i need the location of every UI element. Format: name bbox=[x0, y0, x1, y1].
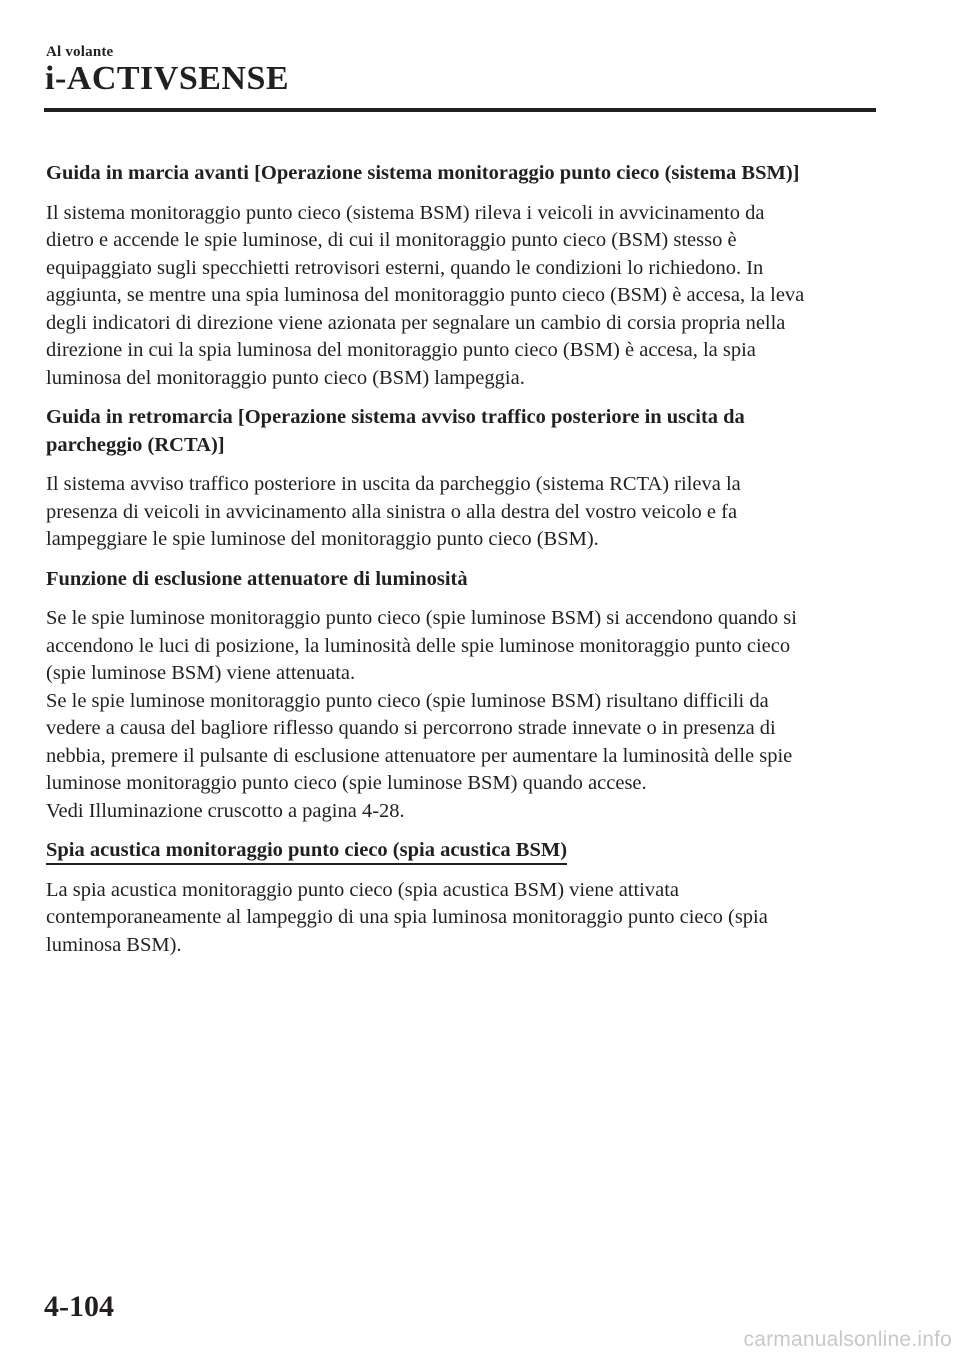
watermark: carmanualsonline.info bbox=[743, 1328, 952, 1351]
text-line: vedere a causa del bagliore riflesso quando si percorrono strade innevate o in presenza di bbox=[46, 717, 776, 739]
text-line: dietro e accende le spie luminose, di cui il monitoraggio punto cieco (BSM) stesso è bbox=[46, 229, 737, 251]
text-line: aggiunta, se mentre una spia luminosa del monitoraggio punto cieco (BSM) è accesa, la leva bbox=[46, 284, 805, 306]
paragraph-rcta-operation bbox=[46, 471, 878, 554]
text-line: presenza di veicoli in avvicinamento alla sinistra o alla destra del vostro veicolo e fa bbox=[46, 500, 738, 523]
text-line: contemporaneamente al lampeggio di una spia luminosa monitoraggio punto cieco (spia bbox=[46, 906, 768, 928]
heading-dimmer-cancel: Funzione di esclusione attenuatore di luminosità bbox=[46, 567, 468, 590]
text-line: luminose monitoraggio punto cieco (spie luminose BSM) quando accese. bbox=[46, 772, 647, 794]
text-line: (spie luminose BSM) viene attenuata. bbox=[46, 662, 356, 684]
text-line: Il sistema monitoraggio punto cieco (sistema BSM) rileva i veicoli in avvicinamento da bbox=[46, 201, 765, 224]
heading-forward-driving: Guida in marcia avanti [Operazione sistema monitoraggio punto cieco (sistema BSM)] bbox=[46, 162, 800, 184]
text-line: Se le spie luminose monitoraggio punto cieco (spie luminose BSM) si accendono quando si bbox=[46, 607, 797, 629]
paragraph-dimmer-cancel bbox=[46, 605, 878, 825]
heading-text: Spia acustica monitoraggio punto cieco (spia acustica BSM) bbox=[46, 839, 567, 865]
text-line: direzione in cui la spia luminosa del monitoraggio punto cieco (BSM) è accesa, la spia bbox=[46, 339, 756, 361]
section-label: Al volante bbox=[46, 44, 114, 60]
text-line: Il sistema avviso traffico posteriore in uscita da parcheggio (sistema RCTA) rileva la bbox=[46, 473, 741, 495]
heading-line: parcheggio (RCTA)] bbox=[46, 433, 225, 456]
text-line: equipaggiato sugli specchietti retrovisori esterni, quando le condizioni lo richiedono. In bbox=[46, 256, 764, 279]
text-line: La spia acustica monitoraggio punto cieco (spia acustica BSM) viene attivata bbox=[46, 878, 680, 901]
text-line: luminosa BSM). bbox=[46, 933, 182, 956]
text-line: luminosa del monitoraggio punto cieco (BSM) lampeggia. bbox=[46, 366, 525, 389]
text-line: degli indicatori di direzione viene azionata per segnalare un cambio di corsia propria nella bbox=[46, 311, 786, 334]
page-title: i-ACTIVSENSE bbox=[45, 60, 290, 97]
text-line: accendono le luci di posizione, la luminosità delle spie luminose monitoraggio punto cieco bbox=[46, 634, 791, 657]
page-number: 4-104 bbox=[44, 1290, 114, 1323]
text-line: Se le spie luminose monitoraggio punto cieco (spie luminose BSM) risultano difficili da bbox=[46, 689, 769, 712]
heading-reverse-driving bbox=[46, 404, 878, 459]
heading-bsm-beep bbox=[46, 837, 878, 865]
heading-line: Guida in retromarcia [Operazione sistema avviso traffico posteriore in uscita da bbox=[46, 406, 745, 428]
text-line: nebbia, premere il pulsante di esclusione attenuatore per aumentare la luminosità delle spie bbox=[46, 744, 793, 767]
paragraph-bsm-operation bbox=[46, 200, 878, 393]
text-line: lampeggiare le spie luminose del monitoraggio punto cieco (BSM). bbox=[46, 528, 599, 550]
document-body bbox=[46, 160, 878, 971]
text-line: Vedi Illuminazione cruscotto a pagina 4-28. bbox=[46, 799, 405, 822]
header-divider bbox=[44, 108, 876, 112]
paragraph-bsm-beep bbox=[46, 877, 878, 960]
